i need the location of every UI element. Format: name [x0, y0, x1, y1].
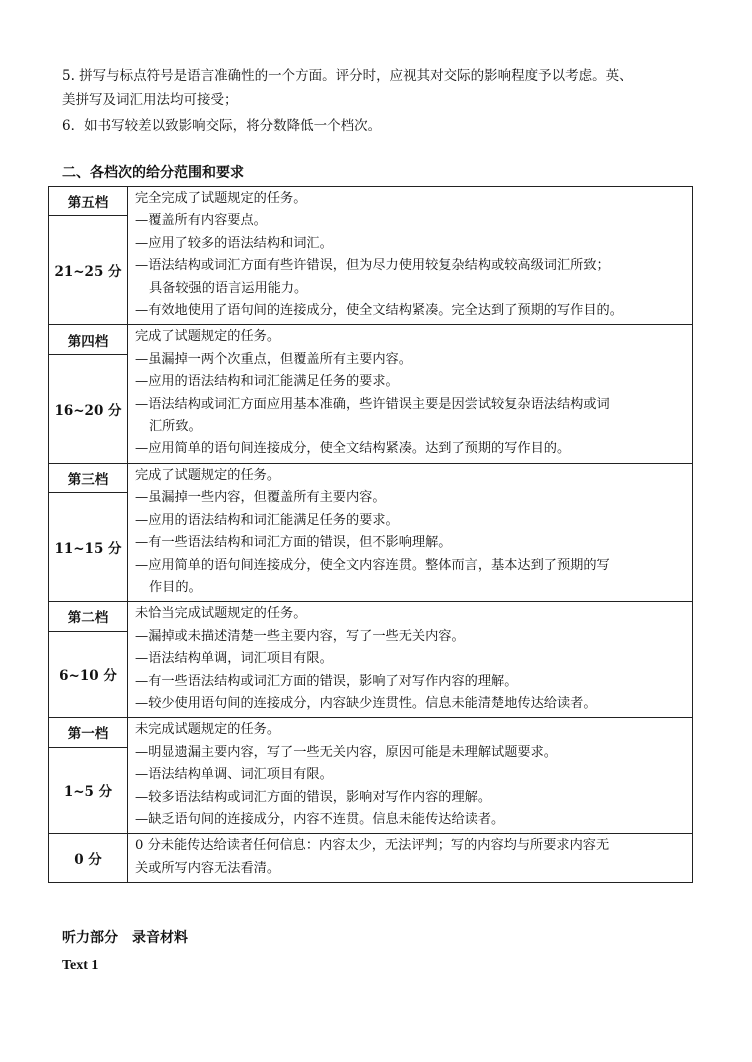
band-1-row: [49, 718, 693, 747]
band-0-description: [128, 834, 693, 883]
band-4-range: 16~20 分: [49, 354, 128, 463]
text-label: Text 1: [62, 958, 99, 973]
listening-heading: 听力部分 录音材料: [62, 930, 188, 946]
band-1-level: 第一档: [49, 718, 128, 747]
band-5-row: [49, 187, 693, 216]
band-2-line: —语法结构单调，词汇项目有限。: [135, 651, 333, 667]
band-5-line: —覆盖所有内容要点。: [135, 213, 267, 229]
band-1-range: 1~5 分: [49, 747, 128, 834]
band-1-line: —缺乏语句间的连接成分，内容不连贯。信息未能传达给读者。: [135, 811, 505, 827]
band-5-line: —应用了较多的语法结构和词汇。: [135, 235, 333, 251]
band-1-line: 未完成试题规定的任务。: [135, 722, 281, 738]
band-2-line: —有一些语法结构或词汇方面的错误，影响了对写作内容的理解。: [135, 673, 518, 689]
band-5-line: 具备较强的语言运用能力。: [149, 280, 308, 296]
band-0-range: 0 分: [49, 834, 128, 883]
note-5-line-1: 5. 拼写与标点符号是语言准确性的一个方面。评分时，应视其对交际的影响程度予以考虑。英、: [62, 68, 633, 84]
band-5-line: —语法结构或词汇方面有些许错误，但为尽力使用较复杂结构或较高级词汇所致；: [135, 258, 610, 274]
band-2-level: 第二档: [49, 602, 128, 631]
band-3-row: [49, 463, 693, 492]
note-6: 6．如书写较差以致影响交际，将分数降低一个档次。: [62, 118, 382, 134]
band-5-level: 第五档: [49, 187, 128, 216]
band-3-line: —应用的语法结构和词汇能满足任务的要求。: [135, 512, 399, 528]
band-0-line: 0 分未能传达给读者任何信息：内容太少，无法评判；写的内容均与所要求内容无: [135, 838, 610, 854]
band-2-line: 未恰当完成试题规定的任务。: [135, 606, 307, 622]
band-5-description: [128, 187, 693, 325]
band-1-line: —较多语法结构或词汇方面的错误，影响对写作内容的理解。: [135, 789, 492, 805]
band-2-line: —较少使用语句间的连接成分，内容缺少连贯性。信息未能清楚地传达给读者。: [135, 695, 597, 711]
band-3-line: —应用简单的语句间连接成分，使全文内容连贯。整体而言，基本达到了预期的写: [135, 557, 610, 573]
band-3-description: [128, 463, 693, 601]
band-1-line: —明显遗漏主要内容，写了一些无关内容，原因可能是未理解试题要求。: [135, 744, 557, 760]
band-1-description: [128, 718, 693, 834]
band-2-row: [49, 602, 693, 631]
band-2-description: [128, 602, 693, 718]
band-4-line: 汇所致。: [149, 419, 202, 435]
band-3-range: 11~15 分: [49, 493, 128, 602]
band-1-line: —语法结构单调、词汇项目有限。: [135, 767, 333, 783]
band-4-line: —应用的语法结构和词汇能满足任务的要求。: [135, 374, 399, 390]
band-4-level: 第四档: [49, 325, 128, 354]
band-4-line: —应用简单的语句间连接成分，使全文结构紧凑。达到了预期的写作目的。: [135, 441, 571, 457]
band-3-line: 作目的。: [149, 579, 202, 595]
band-3-level: 第三档: [49, 463, 128, 492]
scoring-table: [48, 186, 693, 883]
section-heading: 二、各档次的给分范围和要求: [62, 165, 244, 181]
band-2-line: —漏掉或未描述清楚一些主要内容，写了一些无关内容。: [135, 628, 465, 644]
band-4-line: —虽漏掉一两个次重点，但覆盖所有主要内容。: [135, 351, 412, 367]
band-3-line: —虽漏掉一些内容，但覆盖所有主要内容。: [135, 490, 386, 506]
band-4-description: [128, 325, 693, 463]
band-5-line: —有效地使用了语句间的连接成分，使全文结构紧凑。完全达到了预期的写作目的。: [135, 303, 623, 319]
band-4-line: —语法结构或词汇方面应用基本准确，些许错误主要是因尝试较复杂语法结构或词: [135, 396, 610, 412]
band-4-line: 完成了试题规定的任务。: [135, 329, 281, 345]
band-5-range: 21~25 分: [49, 216, 128, 325]
note-5-line-2: 美拼写及词汇用法均可接受；: [62, 92, 238, 108]
band-4-row: [49, 325, 693, 354]
band-0-line: 关或所写内容无法看清。: [135, 860, 281, 876]
band-2-range: 6~10 分: [49, 631, 128, 718]
band-3-line: 完成了试题规定的任务。: [135, 467, 281, 483]
band-5-line: 完全完成了试题规定的任务。: [135, 191, 307, 206]
band-0-row: [49, 834, 693, 883]
band-3-line: —有一些语法结构和词汇方面的错误，但不影响理解。: [135, 535, 452, 551]
